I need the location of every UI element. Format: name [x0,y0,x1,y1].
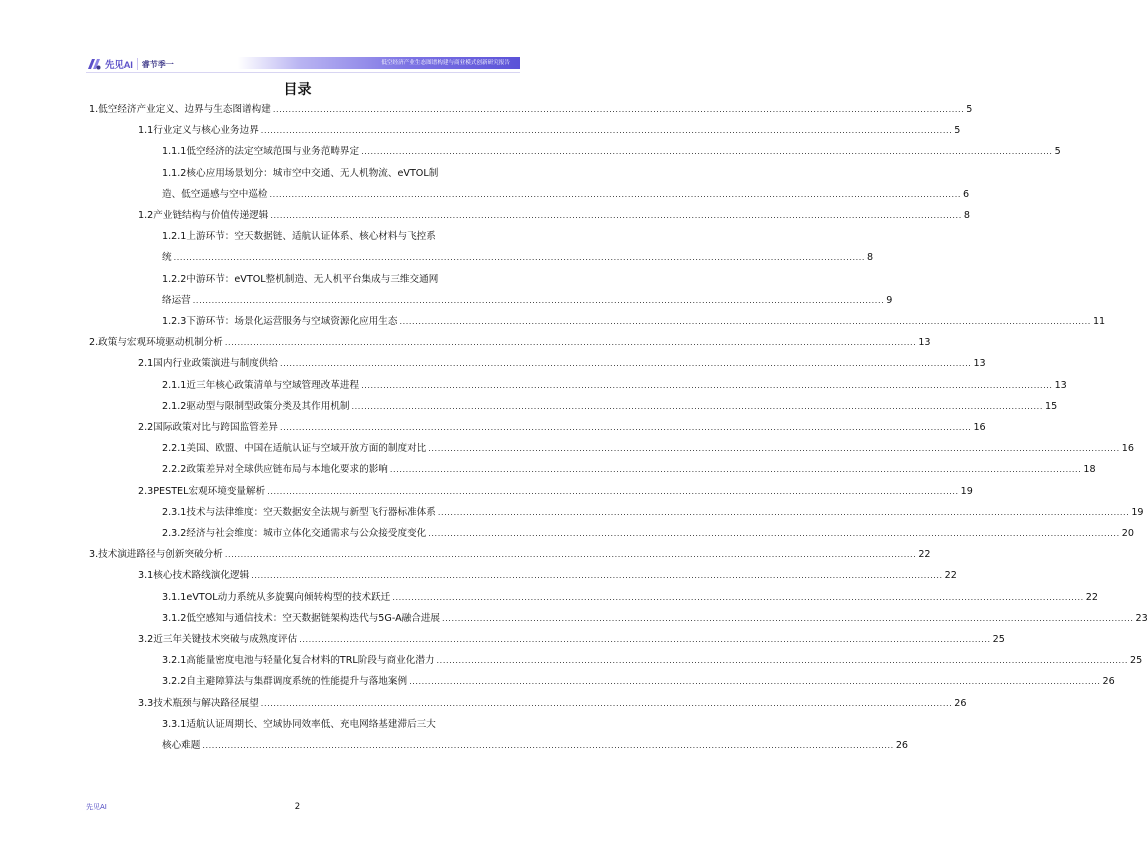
toc-entry[interactable] [162,676,1115,688]
toc-page-number: 5 [1054,146,1061,158]
toc-entry-line [162,443,1134,455]
toc-page-number: 20 [1121,528,1134,539]
toc-entry-title: 1.2.1上游环节：空天数据链、适航认证体系、核心材料与飞控系 [162,231,436,243]
toc-page-number: 25 [992,634,1005,645]
toc-entry-line [162,591,1098,604]
toc-entry[interactable] [162,464,1096,476]
toc-page-number: 9 [886,294,893,306]
toc-entry[interactable] [162,443,1134,455]
toc-page-number: 8 [963,210,970,221]
toc-page-number: 26 [954,697,967,709]
toc-dot-leader: ............................................................................................................................................................................................................................ [428,444,1120,454]
toc-dot-leader: ............................................................................................................................................................................................................................ [428,529,1120,538]
toc-entry-title-continued: 造、低空遥感与空中巡检 [162,188,268,200]
toc-entry-title: 3.2.2自主避障算法与集群调度系统的性能提升与落地案例 [162,676,408,688]
toc-entry-line [138,358,986,370]
toc-entry-line [138,570,957,582]
toc-entry-line [162,146,1061,158]
toc-page-number: 13 [918,337,931,349]
toc-page-number: 18 [1083,464,1096,476]
toc-entry-title: 3.2.1高能量密度电池与轻量化复合材料的TRL阶段与商业化潜力 [162,655,435,667]
toc-entry-title: 2.1.1近三年核心政策清单与空域管理改革进程 [162,379,360,391]
toc-entry-title: 2.1.2驱动型与限制型政策分类及其作用机制 [162,400,350,412]
toc-page-number: 15 [1044,400,1058,412]
toc-entry-title: 3.技术演进路径与创新突破分析 [89,549,223,561]
toc-dot-leader: ............................................................................................................................................................................................................................ [437,507,1130,517]
toc-entry-title: 1.1.1低空经济的法定空域范围与业务范畴界定 [162,146,360,158]
toc-entry-title: 2.1国内行业政策演进与制度供给 [138,358,278,370]
toc-entry-title: 1.2.3下游环节：场景化运营服务与空域资源化应用生态 [162,316,398,327]
toc-entry[interactable] [162,506,1144,519]
toc-entry[interactable] [162,379,1067,392]
toc-entry[interactable] [89,337,931,349]
toc-entry-line [162,252,874,264]
toc-entry-title: 2.3.1技术与法律维度：空天数据安全法规与新型飞行器标准体系 [162,506,436,518]
toc-dot-leader: ............................................................................................................................................................................................................................ [392,592,1084,602]
toc-entry-title: 1.2产业链结构与价值传递逻辑 [138,210,269,221]
toc-entry[interactable] [162,167,970,201]
toc-dot-leader: ............................................................................................................................................................................................................................ [260,126,953,136]
toc-page-number: 22 [918,549,931,561]
page-header [0,0,595,75]
toc-entry-title: 2.2国际政策对比与跨国监管差异 [138,422,278,433]
toc-entry-line [162,528,1134,540]
toc-dot-leader: ............................................................................................................................................................................................................................ [272,105,965,114]
page-number: 2 [294,802,301,812]
toc-entry-title: 3.2近三年关键技术突破与成熟度评估 [138,634,298,645]
toc-page-number: 22 [944,570,957,582]
toc-page-number: 19 [1131,506,1144,518]
toc-entry[interactable] [138,358,986,370]
header-banner [238,57,520,69]
toc-entry-title: 1.2.2中游环节：eVTOL整机制造、无人机平台集成与三维交通网 [162,273,439,285]
toc-entry[interactable] [162,316,1106,328]
toc-entry-line [162,464,1096,476]
toc-dot-leader: ............................................................................................................................................................................................................................ [361,380,1053,390]
toc-entry[interactable] [138,570,957,582]
toc-entry-title: 2.3.2经济与社会维度：城市立体化交通需求与公众接受度变化 [162,528,427,539]
brand-logo-subtext: 睿节季一 [141,59,174,69]
toc-entry[interactable] [162,591,1098,604]
toc-entry[interactable] [162,718,909,752]
toc-entry[interactable] [89,549,931,561]
toc-entry-title: 1.低空经济产业定义、边界与生态图谱构建 [89,104,271,115]
toc-entry-line [162,612,1148,625]
toc-entry-title: 3.3技术瓶颈与解决路径展望 [138,697,259,709]
toc-entry[interactable] [162,231,874,264]
toc-entry[interactable] [162,400,1058,413]
toc-page-number: 11 [1092,316,1106,327]
toc-entry-line [162,739,909,752]
toc-dot-leader: ............................................................................................................................................................................................................................ [279,359,972,369]
brand-logo [86,56,174,72]
toc-dot-leader: ............................................................................................................................................................................................................................ [436,656,1128,666]
toc-page-number: 13 [1054,379,1067,391]
toc-entry-line [138,210,970,222]
toc-dot-leader: ............................................................................................................................................................................................................................ [173,253,866,263]
toc-dot-leader: ............................................................................................................................................................................................................................ [251,571,943,581]
toc-entry[interactable] [162,655,1143,667]
brand-logo-icon [86,56,102,72]
toc-entry[interactable] [138,485,973,498]
toc-entry-title: 2.3PESTEL宏观环境变量解析 [138,485,266,497]
toc-entry[interactable] [138,125,961,137]
header-banner-text: 低空经济产业生态图谱构建与商业模式创新研究报告 [381,60,510,66]
toc-dot-leader: ............................................................................................................................................................................................................................ [389,465,1082,475]
toc-entry-line [138,485,973,498]
logo-divider [137,58,138,70]
toc-dot-leader: ............................................................................................................................................................................................................................ [399,317,1091,326]
toc-entry-line [162,400,1058,413]
toc-entry-line [138,697,967,710]
toc-page-number: 19 [960,485,973,497]
toc-dot-leader: ............................................................................................................................................................................................................................ [442,613,1134,623]
page-title: 目录 [283,82,312,98]
toc-dot-leader: ............................................................................................................................................................................................................................ [202,740,894,750]
toc-entry[interactable] [138,634,1005,646]
toc-entry-line [162,379,1067,392]
toc-dot-leader: ............................................................................................................................................................................................................................ [192,295,885,305]
toc-entry-line [138,422,986,434]
toc-entry[interactable] [138,697,967,710]
toc-entry[interactable] [138,422,986,434]
toc-entry-title: 3.1.1eVTOL动力系统从多旋翼向倾转构型的技术跃迁 [162,591,391,603]
toc-entry-title: 2.2.2政策差异对全球供应链布局与本地化要求的影响 [162,464,388,476]
toc-dot-leader: ............................................................................................................................................................................................................................ [269,189,961,199]
toc-dot-leader: ............................................................................................................................................................................................................................ [279,423,972,432]
toc-page-number: 8 [867,252,874,264]
toc-page-number: 16 [1121,443,1134,455]
toc-dot-leader: ............................................................................................................................................................................................................................ [299,635,991,644]
toc-entry-line [138,125,961,137]
toc-page-number: 26 [1102,676,1115,688]
toc-page-number: 13 [973,358,986,370]
toc-page-number: 5 [954,125,961,137]
toc-entry-line [89,337,931,349]
toc-entry-title: 1.1.2核心应用场景划分：城市空中交通、无人机物流、eVTOL制 [162,167,439,179]
toc-entry-line [162,188,970,201]
toc-entry-title: 3.1核心技术路线演化逻辑 [138,570,250,582]
toc-entry-title: 2.政策与宏观环境驱动机制分析 [89,337,223,349]
toc-dot-leader: ............................................................................................................................................................................................................................ [270,211,962,220]
toc-entry[interactable] [162,146,1061,158]
toc-entry[interactable] [162,273,893,307]
toc-dot-leader: ............................................................................................................................................................................................................................ [224,550,917,560]
toc-entry-line [138,634,1005,646]
toc-entry-line [162,506,1144,519]
toc-page-number: 16 [973,422,986,433]
toc-entry-title-continued: 核心难题 [162,739,201,751]
toc-page-number: 6 [962,188,970,200]
toc-dot-leader: ............................................................................................................................................................................................................................ [224,338,917,348]
toc-entry-line [89,104,973,116]
toc-entry-title: 3.1.2低空感知与通信技术：空天数据链架构迭代与5G-A融合进展 [162,612,441,624]
footer-brand: 先见AI [86,803,107,811]
toc-entry-line [89,549,931,561]
toc-page-number: 23 [1135,612,1148,624]
toc-dot-leader: ............................................................................................................................................................................................................................ [409,677,1101,687]
toc-entry[interactable] [162,528,1134,540]
toc-entry-title-continued: 络运营 [162,294,191,306]
toc-page-number: 22 [1085,591,1098,603]
toc-entry-title: 2.2.1美国、欧盟、中国在适航认证与空域开放方面的制度对比 [162,443,427,455]
toc-dot-leader: ............................................................................................................................................................................................................................ [351,401,1043,411]
header-divider [86,72,520,73]
toc-page-number: 5 [966,104,973,115]
toc-entry-line [162,316,1106,328]
toc-entry[interactable] [162,612,1148,625]
brand-logo-text: 先见AI [105,60,133,71]
toc-entry[interactable] [89,104,973,116]
toc-entry-line [162,294,893,307]
toc-entry-line [162,676,1115,688]
toc-entry[interactable] [138,210,970,222]
toc-page-number: 26 [895,739,909,751]
toc-dot-leader: ............................................................................................................................................................................................................................ [361,147,1053,157]
toc-entry-title: 1.1行业定义与核心业务边界 [138,125,259,137]
toc-dot-leader: ............................................................................................................................................................................................................................ [267,486,959,496]
toc-entry-title: 3.3.1适航认证周期长、空域协同效率低、充电网络基建滞后三大 [162,718,436,730]
toc-dot-leader: ............................................................................................................................................................................................................................ [260,698,953,708]
toc-page-number: 25 [1129,655,1143,667]
toc-entry-line [162,655,1143,667]
toc-entry-title-continued: 统 [162,252,172,264]
